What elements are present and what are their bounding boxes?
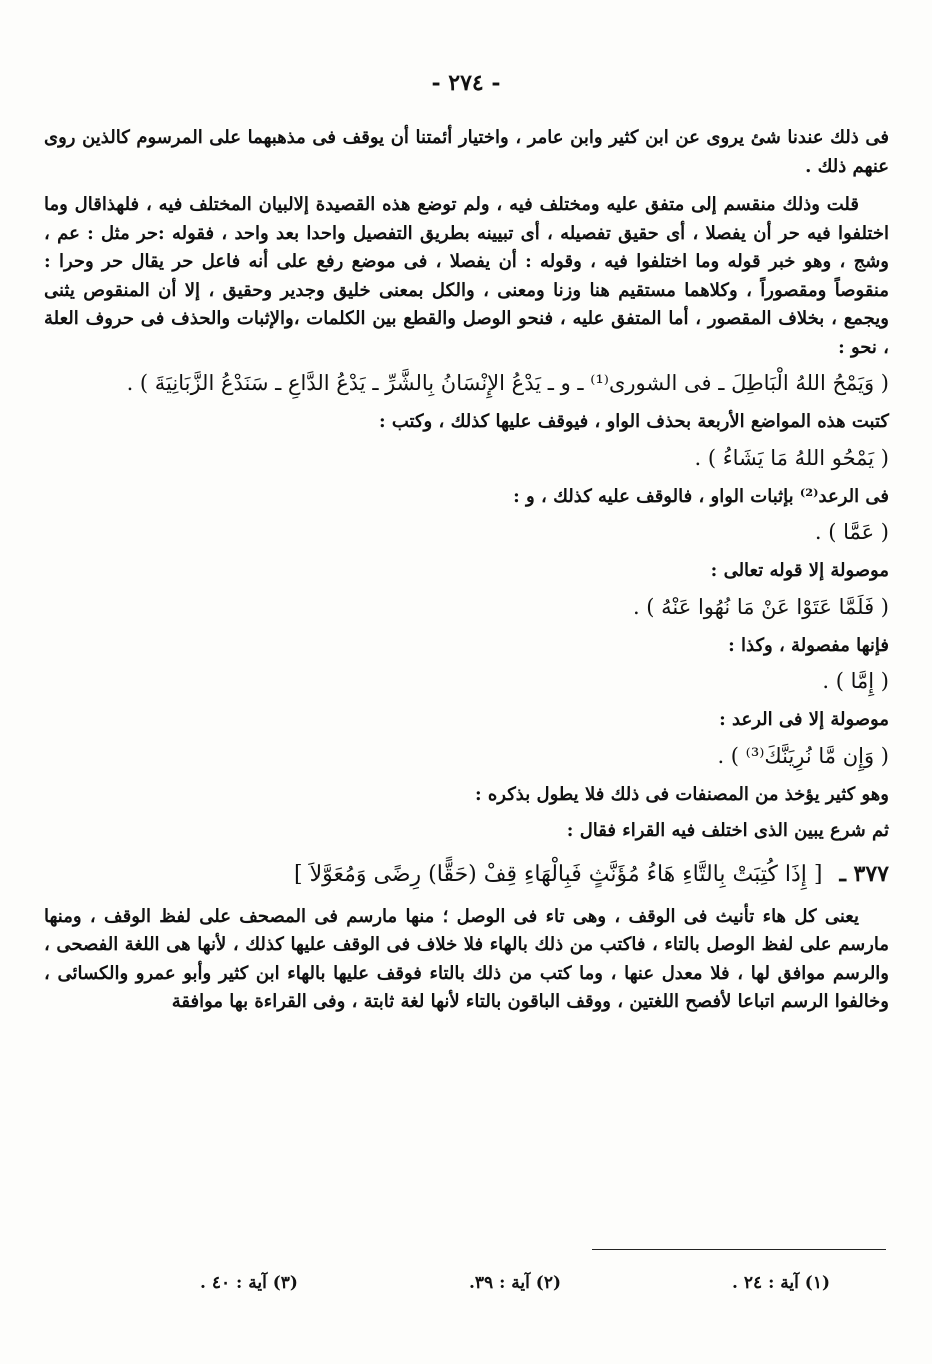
footnote: (١) آية : ٢٤ . bbox=[732, 1273, 830, 1293]
text-line: موصولة إلا فى الرعد : bbox=[719, 709, 889, 730]
paragraph: قلت وذلك منقسم إلى متفق عليه ومختلف فيه ، ولم توضع هذه القصيدة إلالبيان المختلف فيه ، فلهذاقال وما اختلفوا فيه حر أن يفصلا ، أى حقيق تفصيله ، أى تبيينه بطريق التفصيل واحدا بعد واحد ، فقوله :حر مثل : عم ، وشج ، وهو خبر قوله وما اختلفوا فيه ، وقوله : أن يفصلا ، فى موضع رفع على أنه فاعل حر يقال حر وحرا : منقوصاً ومقصوراً ، وكلاهما مستقيم هنا وزنا ومعنى ، والكل بمعنى خليق وجدير وحقيق ، إلا أن المنقوص يثنى ويجمع ، بخلاف المقصور ، أما المتفق عليه ، فنحو الوصل والقطع بين الكلمات ،والإثبات والحذف فى حروف العلة ، نحو : bbox=[44, 194, 889, 358]
quran-quote: ( إِمَّا ) . bbox=[822, 669, 889, 693]
text-line: موصولة إلا قوله تعالى : bbox=[710, 560, 889, 581]
verse-text: [ إِذَا كُتِبَتْ بِالتَّاءِ هَاءُ مُؤَنَّثٍ فَبِالْهَاءِ قِفْ (حَقًّا) رِضًى وَمُعَوَّلاَ ] bbox=[294, 861, 823, 887]
footnote: (٣) آية : ٤٠ . bbox=[200, 1273, 298, 1293]
text-line: كتبت هذه المواضع الأربعة بحذف الواو ، فيوقف عليها كذلك ، وكتب : bbox=[378, 411, 889, 432]
quran-quote: ( عَمَّا ) . bbox=[814, 520, 889, 544]
verse-number: ٣٧٧ ـ bbox=[839, 860, 889, 887]
poem-verse bbox=[44, 856, 889, 893]
quran-quote: ( وَإِن مَّا نُرِيَنَّكَ⁽³⁾ ) . bbox=[717, 743, 889, 768]
quran-quote: ( يَمْحُو اللهُ مَا يَشَاءُ ) . bbox=[694, 445, 889, 470]
footnote-divider bbox=[592, 1249, 886, 1250]
quran-quote: ( فَلَمَّا عَتَوْا عَنْ مَا نُهُوا عَنْهُ ) . bbox=[632, 594, 889, 619]
paragraph: يعنى كل هاء تأنيث فى الوقف ، وهى تاء فى الوصل ؛ منها مارسم فى المصحف على لفظ الوقف ، ومنها مارسم على لفظ الوصل بالتاء ، فاكتب من ذلك بالهاء فلا خلاف فى الوقف عليها كذلك ، لأنها هى اللغة الفصحى ، والرسم موافق لها ، فلا معدل عنها ، وما كتب من ذلك بالتاء فوقف عليها بالهاء ابن كثير وأبو عمرو والكسائى ، وخالفوا الرسم اتباعا لأفصح اللغتين ، ووقف الباقون بالتاء لأنها لغة ثابتة ، وفى القراءة بها موافقة bbox=[44, 905, 889, 1012]
footnotes bbox=[200, 1273, 830, 1293]
text-line: فإنها مفصولة ، وكذا : bbox=[728, 634, 889, 656]
text-line: ثم شرع يبين الذى اختلف فيه القراء فقال : bbox=[566, 820, 889, 841]
footnote: (٢) آية : ٣٩. bbox=[468, 1273, 562, 1293]
paragraph: فى ذلك عندنا شئ يروى عن ابن كثير وابن عامر ، واختيار أئمتنا أن يوقف فى مذهبهما على المرسوم كالذين روى عنهم ذلك . bbox=[44, 127, 889, 177]
text-line: فى الرعد⁽²⁾ بإثبات الواو ، فالوقف عليه كذلك ، و : bbox=[513, 485, 889, 507]
page-number: - ٢٧٤ - bbox=[431, 70, 501, 96]
main-text bbox=[44, 124, 889, 1017]
text-line: وهو كثير يؤخذ من المصنفات فى ذلك فلا يطول بذكره : bbox=[474, 783, 889, 805]
quran-quote: ( وَيَمْحُ اللهُ الْبَاطِلَ ـ فى الشورى⁽¹⁾ ـ و ـ يَدْعُ الإِنْسَانُ بِالشَّرِّ ـ يَدْعُ الدَّاعِ ـ سَنَدْعُ الزَّبَانِيَةَ ) . bbox=[126, 371, 889, 395]
